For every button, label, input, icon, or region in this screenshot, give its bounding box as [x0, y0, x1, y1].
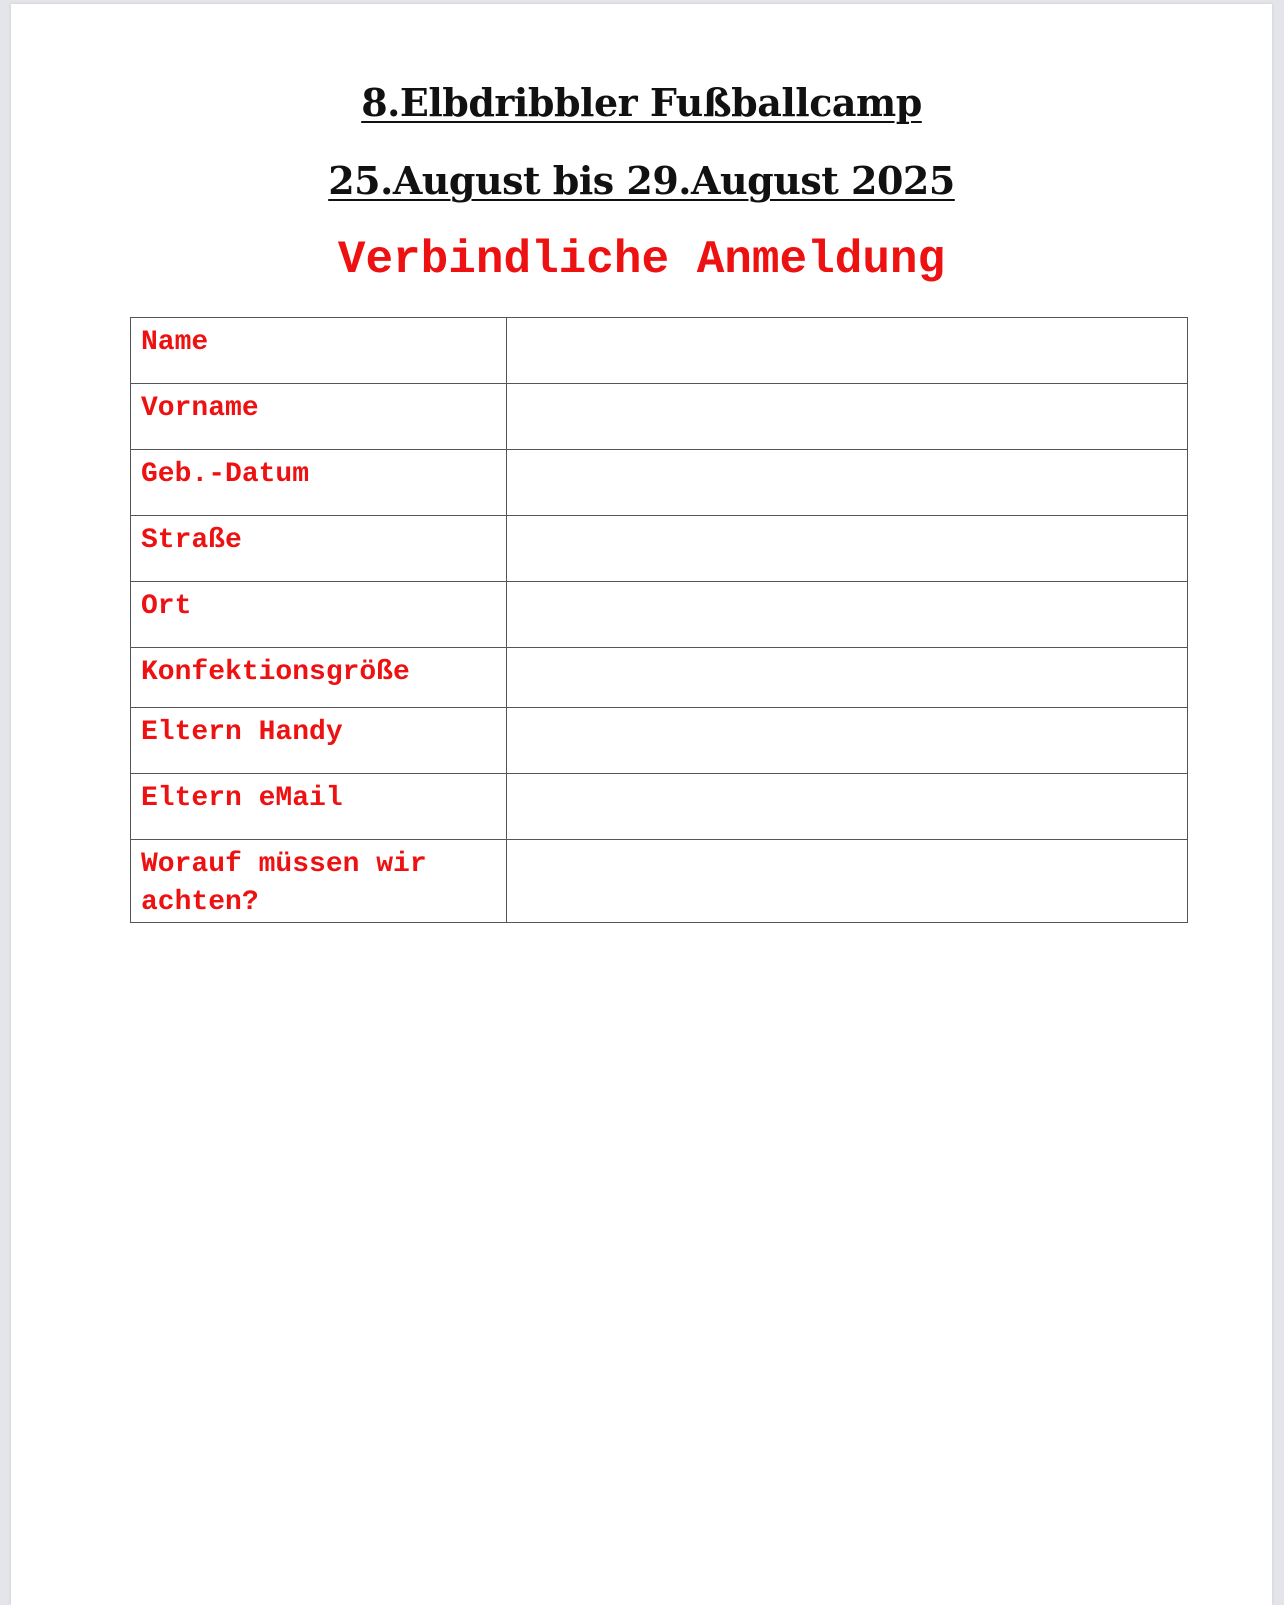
form-row-vorname: [131, 384, 1188, 450]
field-value-geburtsdatum[interactable]: [507, 450, 1188, 516]
field-label-strasse: Straße: [131, 516, 507, 582]
field-value-ort[interactable]: [507, 582, 1188, 648]
document-page: [11, 4, 1272, 1605]
camp-dates: 25.August bis 29.August 2025: [328, 158, 955, 203]
field-value-hinweise[interactable]: [507, 840, 1188, 923]
form-row-hinweise: [131, 840, 1188, 923]
field-value-vorname[interactable]: [507, 384, 1188, 450]
field-value-strasse[interactable]: [507, 516, 1188, 582]
form-row-eltern-email: [131, 774, 1188, 840]
field-label-konfektionsgroesse: Konfektionsgröße: [131, 648, 507, 708]
form-row-name: [131, 318, 1188, 384]
field-value-eltern-handy[interactable]: [507, 708, 1188, 774]
field-label-ort: Ort: [131, 582, 507, 648]
camp-title: 8.Elbdribbler Fußballcamp: [361, 80, 922, 125]
form-row-ort: [131, 582, 1188, 648]
registration-heading: Verbindliche Anmeldung: [337, 234, 946, 286]
form-row-eltern-handy: [131, 708, 1188, 774]
registration-form-table: [130, 317, 1188, 923]
form-row-geburtsdatum: [131, 450, 1188, 516]
field-label-geburtsdatum: Geb.-Datum: [131, 450, 507, 516]
field-value-eltern-email[interactable]: [507, 774, 1188, 840]
field-value-konfektionsgroesse[interactable]: [507, 648, 1188, 708]
field-label-name: Name: [131, 318, 507, 384]
form-row-strasse: [131, 516, 1188, 582]
field-label-eltern-email: Eltern eMail: [131, 774, 507, 840]
form-row-konfektionsgroesse: [131, 648, 1188, 708]
field-label-eltern-handy: Eltern Handy: [131, 708, 507, 774]
field-label-hinweise: Worauf müssen wir achten?: [131, 840, 507, 923]
field-value-name[interactable]: [507, 318, 1188, 384]
field-label-vorname: Vorname: [131, 384, 507, 450]
